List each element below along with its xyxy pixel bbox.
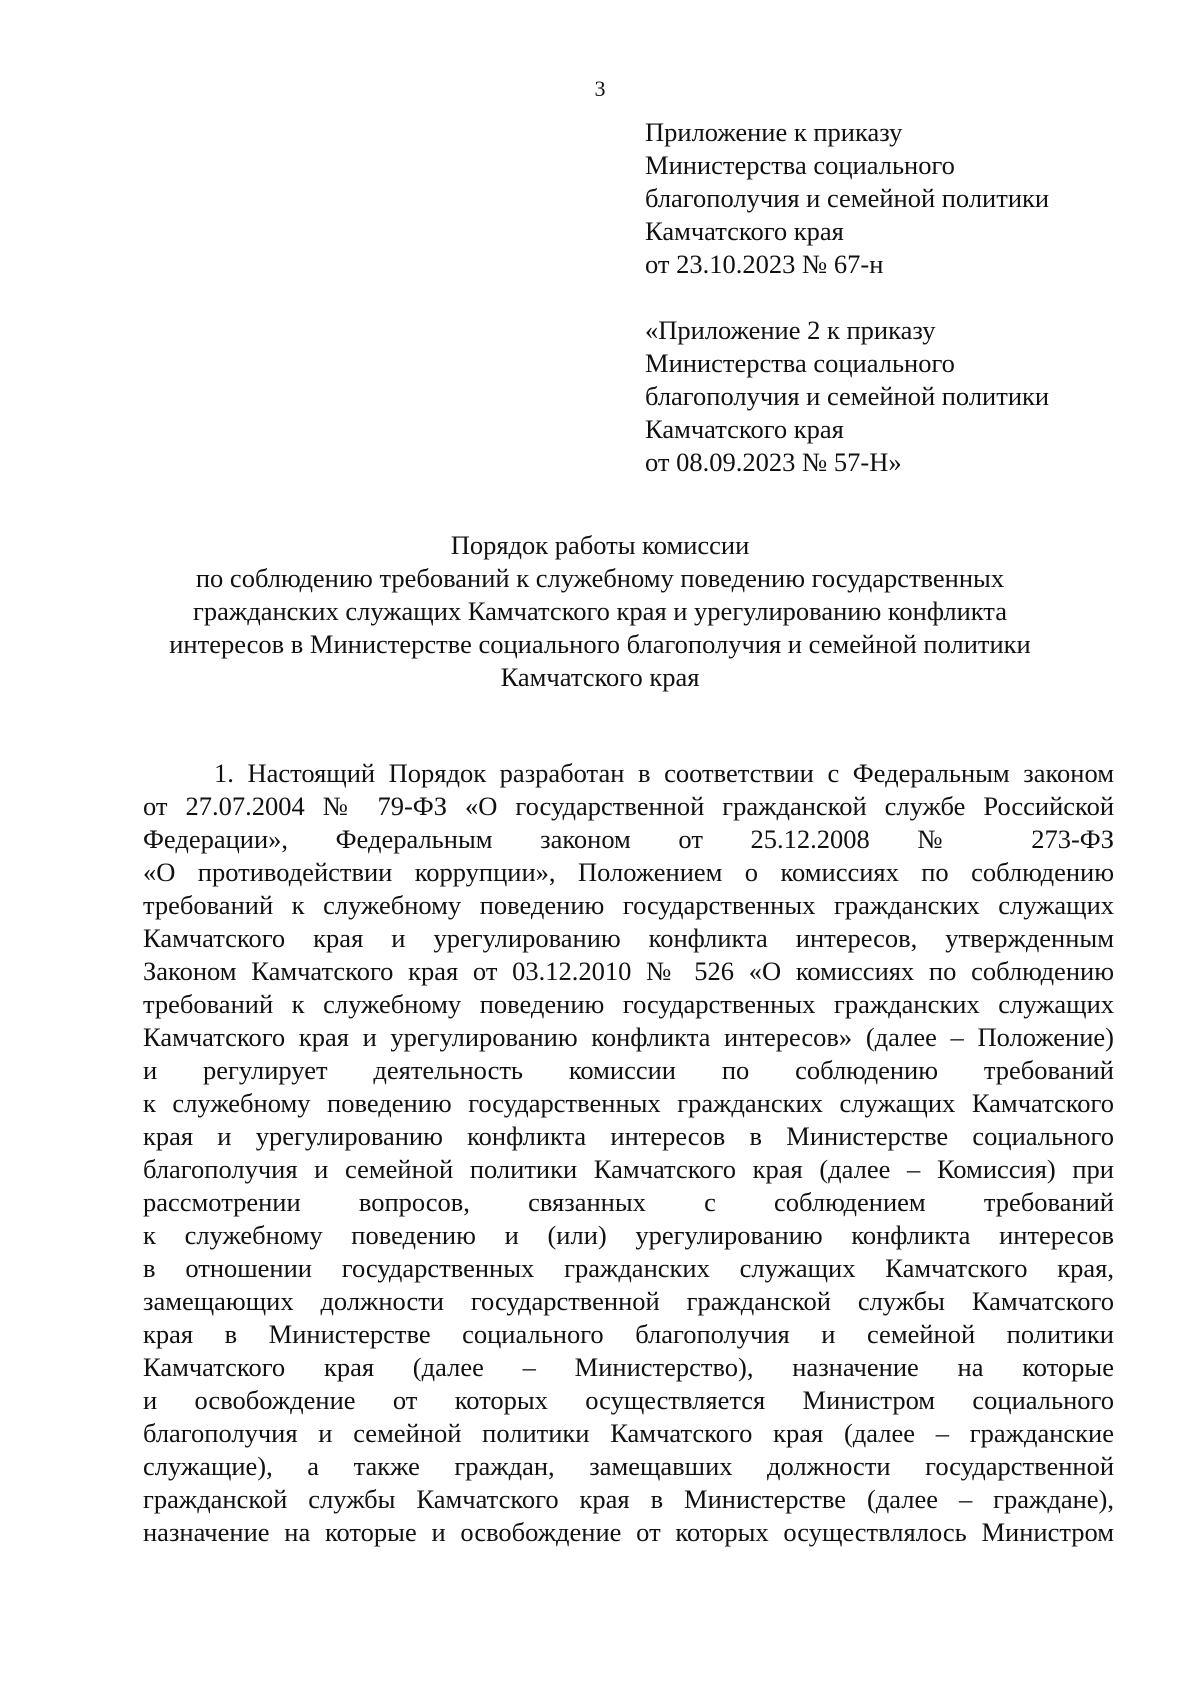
paragraph-line: к служебному поведению и (или) урегулированию конфликта интересов — [143, 1220, 1114, 1250]
paragraph-line: служащие), а также граждан, замещавших должности государственной — [143, 1451, 1114, 1481]
appendix-current-line: Министерства социального — [645, 150, 955, 180]
paragraph-line: назначение на которые и освобождение от которых осуществлялось Министром — [143, 1517, 1114, 1547]
document-title-line: гражданских служащих Камчатского края и урегулированию конфликта — [193, 596, 1007, 626]
paragraph-line: 1. Настоящий Порядок разработан в соответствии с Федеральным законом — [214, 758, 1114, 788]
paragraph-line: замещающих должности государственной гражданской службы Камчатского — [143, 1286, 1114, 1316]
paragraph-line: Законом Камчатского края от 03.12.2010 № 526 «О комиссиях по соблюдению — [143, 956, 1114, 986]
paragraph-line: Камчатского края (далее – Министерство), назначение на которые — [143, 1352, 1114, 1382]
appendix-current-line: от 23.10.2023 № 67-н — [645, 249, 884, 279]
appendix-current-line: Камчатского края — [645, 216, 844, 246]
appendix-previous-line: благополучия и семейной политики — [645, 381, 1050, 411]
paragraph-line: от 27.07.2004 № 79-ФЗ «О государственной гражданской службе Российской — [143, 791, 1114, 821]
appendix-previous-header — [645, 314, 1165, 479]
appendix-previous-line: «Приложение 2 к приказу — [645, 315, 936, 345]
paragraph-line: в отношении государственных гражданских служащих Камчатского края, — [143, 1253, 1114, 1283]
paragraph-line: требований к служебному поведению государственных гражданских служащих — [143, 890, 1114, 920]
document-title-line: интересов в Министерстве социального благополучия и семейной политики — [169, 629, 1031, 659]
paragraph-line: гражданской службы Камчатского края в Министерстве (далее – граждане), — [143, 1484, 1114, 1514]
page-number: 3 — [594, 76, 606, 101]
paragraph-line: благополучия и семейной политики Камчатского края (далее – гражданские — [143, 1418, 1114, 1448]
paragraph-line: «О противодействии коррупции», Положением о комиссиях по соблюдению — [143, 857, 1114, 887]
document-title-line: Порядок работы комиссии — [450, 530, 750, 560]
appendix-current-line: благополучия и семейной политики — [645, 183, 1050, 213]
paragraph-line: Камчатского края и урегулированию конфликта интересов, утвержденным — [143, 923, 1114, 953]
paragraph-line: рассмотрении вопросов, связанных с соблюдением требований — [143, 1187, 1114, 1217]
document-title — [0, 529, 1200, 694]
paragraph-line: требований к служебному поведению государственных гражданских служащих — [143, 989, 1114, 1019]
paragraph-line: и освобождение от которых осуществляется Министром социального — [143, 1385, 1114, 1415]
paragraph-line: края и урегулированию конфликта интересов в Министерстве социального — [143, 1121, 1114, 1151]
document-title-line: Камчатского края — [500, 662, 700, 692]
appendix-current-line: Приложение к приказу — [645, 117, 903, 147]
document-title-line: по соблюдению требований к служебному поведению государственных — [195, 563, 1005, 593]
paragraph-1 — [143, 757, 1114, 1549]
appendix-previous-line: Камчатского края — [645, 414, 844, 444]
appendix-previous-line: Министерства социального — [645, 348, 955, 378]
appendix-previous-line: от 08.09.2023 № 57-Н» — [645, 447, 902, 477]
appendix-current-header — [645, 116, 1165, 281]
paragraph-line: благополучия и семейной политики Камчатского края (далее – Комиссия) при — [143, 1154, 1114, 1184]
paragraph-line: Камчатского края и урегулированию конфликта интересов» (далее – Положение) — [143, 1022, 1114, 1052]
paragraph-line: Федерации», Федеральным законом от 25.12.2008 № 273-ФЗ — [143, 824, 1114, 854]
paragraph-line: и регулирует деятельность комиссии по соблюдению требований — [143, 1055, 1114, 1085]
paragraph-line: края в Министерстве социального благополучия и семейной политики — [143, 1319, 1114, 1349]
paragraph-line: к служебному поведению государственных гражданских служащих Камчатского — [143, 1088, 1114, 1118]
